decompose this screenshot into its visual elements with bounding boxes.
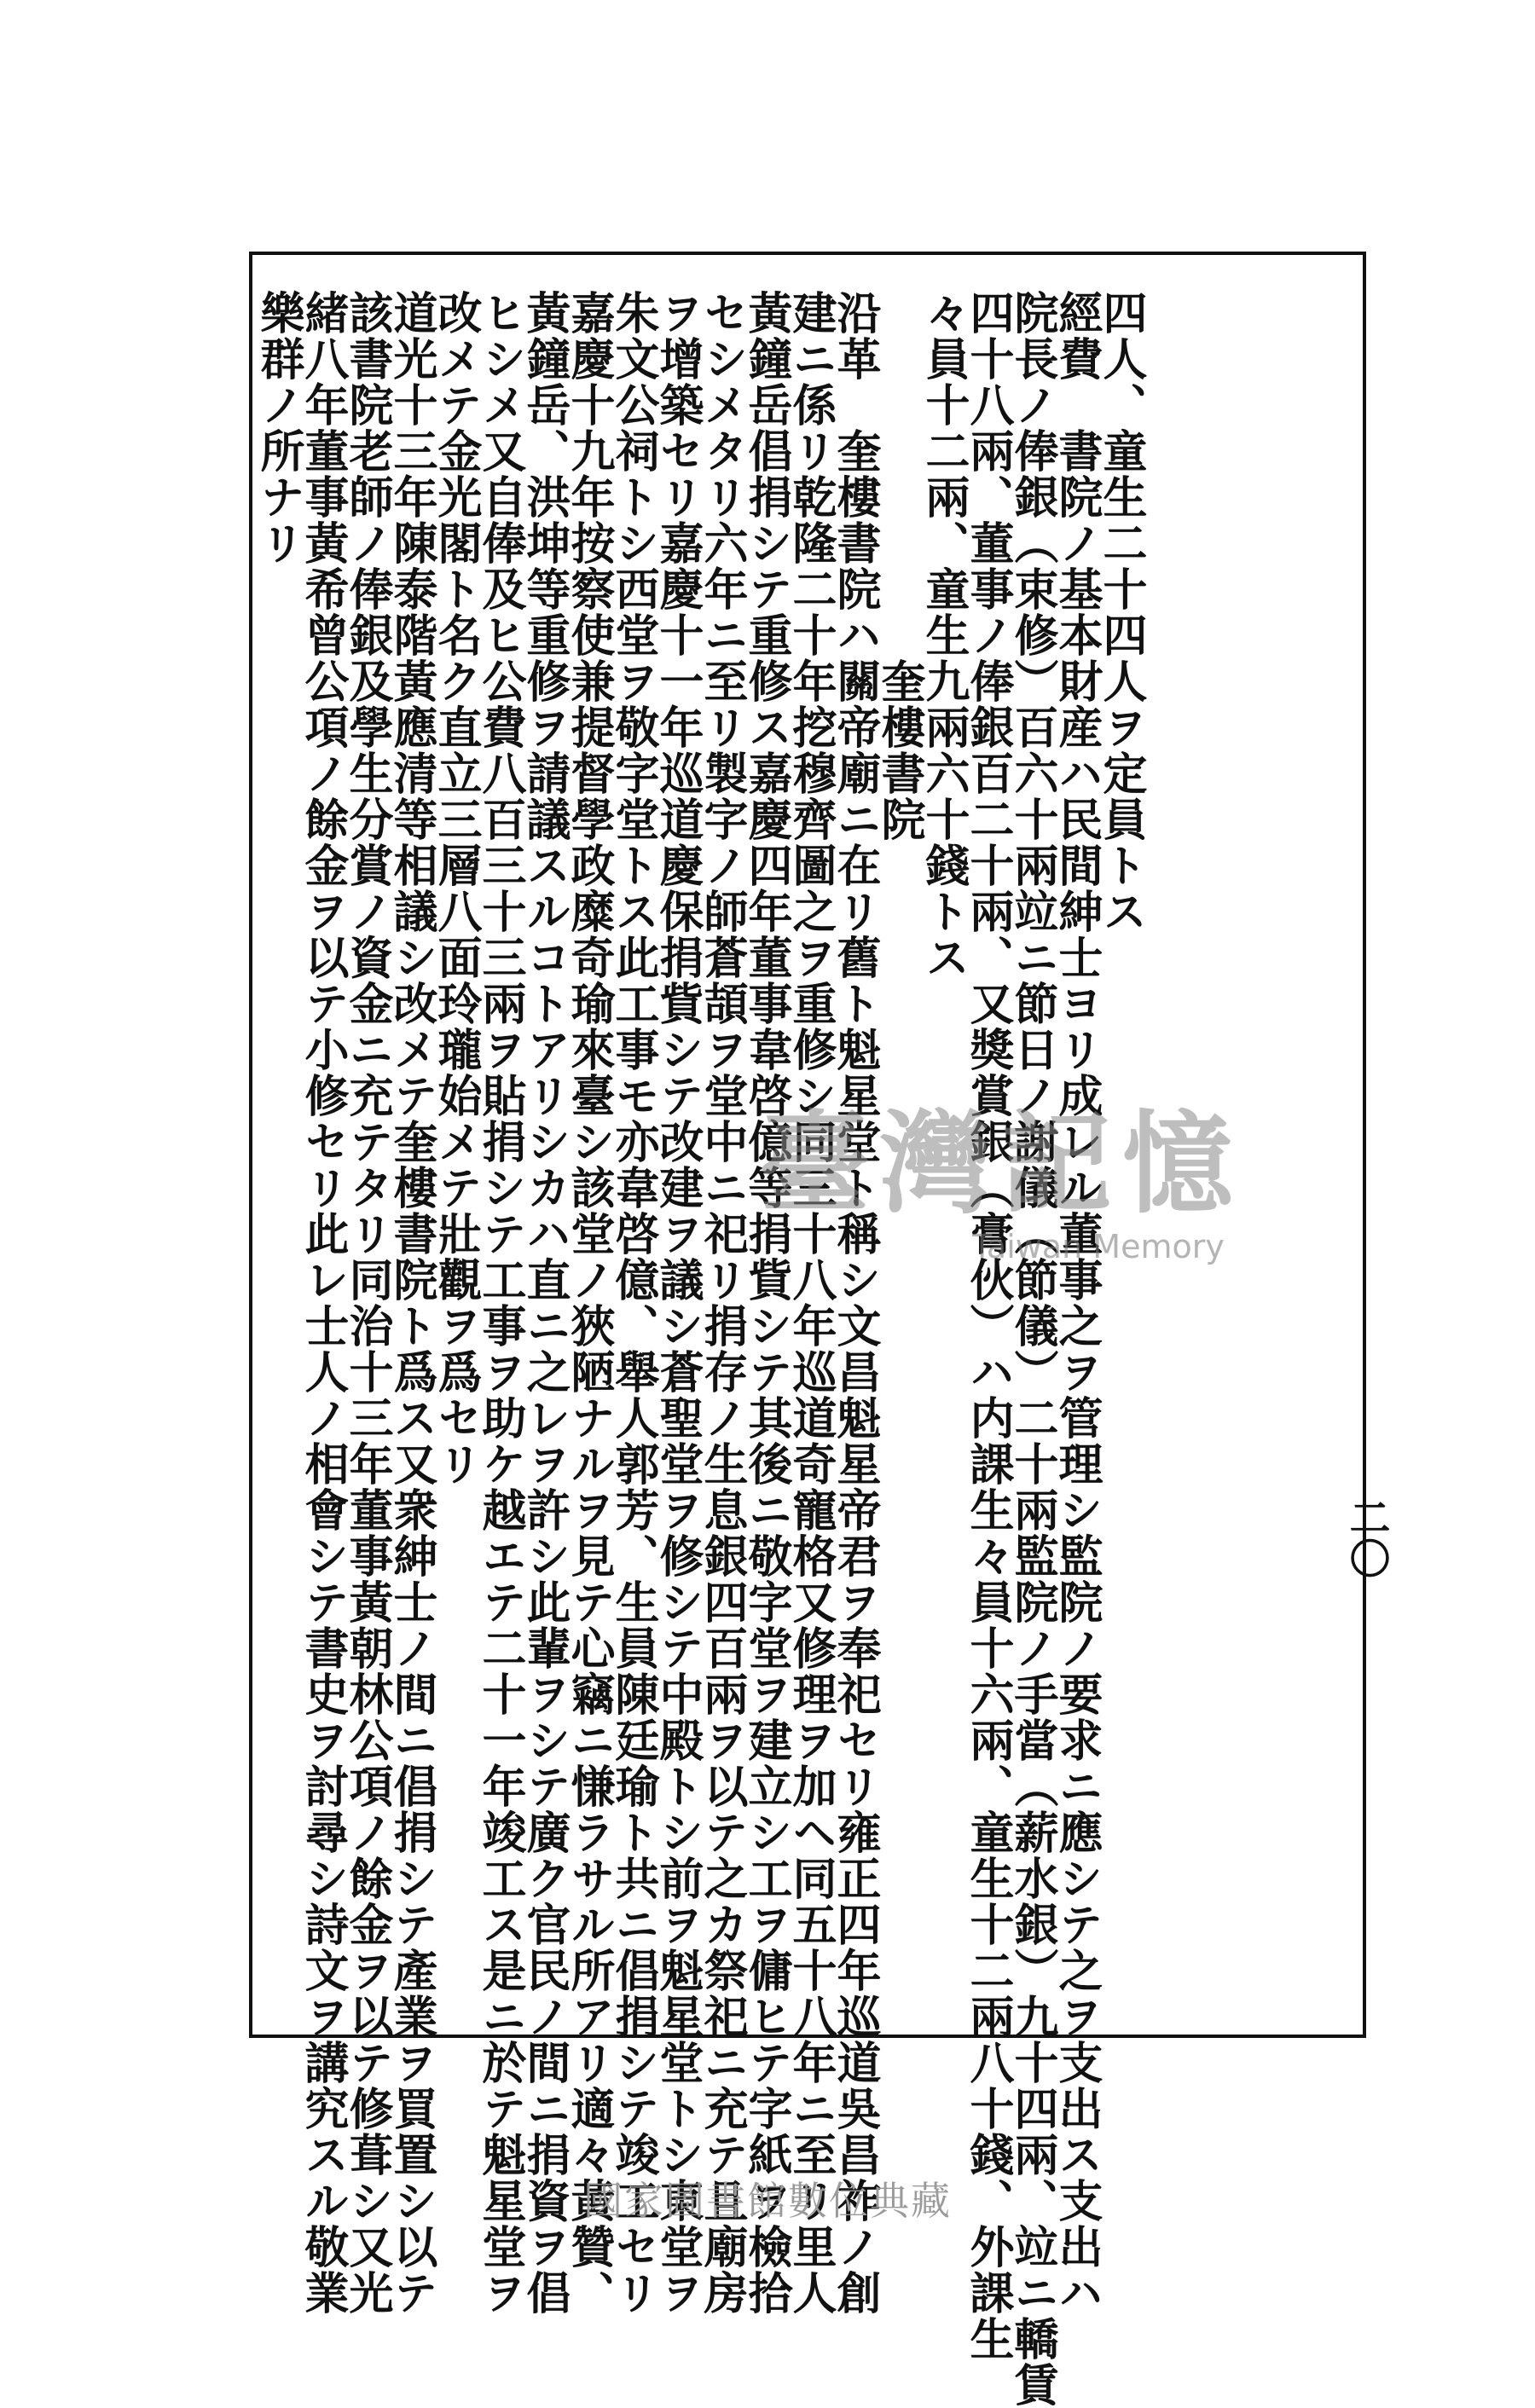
text-column: ヲ增築セリ嘉慶十一年巡道慶保捐貲シテ改建ヲ議シ蒼聖堂ヲ修シテ中殿トシ前ヲ魁星堂トシ東堂ヲ [652, 290, 704, 2316]
text-column: 沿革 奎樓書院ハ關帝廟ニ在リ舊ト魁星堂ト稱シ文昌魁星帝君ヲ奉祀セリ雍正四年巡道吳昌祚ノ創 [829, 290, 881, 2316]
text-column: 黃鐘岳、洪坤等重修ヲ請議スルコトアリシカハ直ニ之レヲ許シ此輩ヲシテ廣ク官民ノ間ニ捐資ヲ倡 [518, 290, 571, 2316]
section-heading: 奎樓書院 [873, 290, 925, 842]
text-column: 建ニ係リ乾隆二十年挖穆齊圖之ヲ重修シ同三十八年巡道奇寵格又修理ヲ加ヘ同五十八年ニ至リ里人 [785, 290, 837, 2316]
text-column: 四人、童生二十四人ヲ定員トス [1095, 290, 1147, 935]
text-column: ヒシメ又自俸及ヒ公費八百三十三兩ヲ貼捐シテ工事ヲ助ケ越エテ二十一年竣工ス是ニ於テ魁星堂ヲ [474, 290, 526, 2316]
text-column: 經費 書院ノ基本財産ハ民間紳士ヨリ成レル董事之ヲ管理シ監院ノ要求ニ應シテ之ヲ支出ス支出ハ [1051, 290, 1103, 2316]
page-number: 二〇 [1342, 1496, 1390, 1578]
text-column: 該書院老師ノ俸銀及學生分賞ノ資金ニ充テタリ同治十三年董事黃朝林公項ノ餘金ヲ以テ修葺シ又光 [341, 290, 393, 2316]
text-column: 改メテ金光閣ト名ク直立三層八面玲瓏始メテ壯觀ヲ爲セリ [430, 290, 482, 1487]
watermark-logo-text: 臺灣記憶 [759, 1098, 1244, 1229]
text-column: 朱文公祠トシ西堂ヲ敬字堂トス此工事モ亦韋啓億、舉人郭芳、生員陳廷瑜ト共ニ倡捐シテ竣工セリ [607, 290, 659, 2316]
footer-credit: 國家圖書館數位典藏 [583, 2178, 952, 2224]
text-column: 々員十二兩、童生九兩六十錢トス [918, 290, 970, 981]
text-column: セシメタリ六年ニ至リ製字ノ師蒼頡ヲ堂中ニ祀リ捐存ノ生息銀四百兩ヲ以テ之カ祭祀ニ充テ且廟房 [696, 290, 748, 2316]
watermark-subtitle: Taiwan Memory [972, 1228, 1225, 1265]
text-column: 院長ノ俸銀（束修）百六十兩竝ニ節日ノ謝儀（節儀）二十兩監院ノ手當（薪水銀）九十四兩、竝ニ轎賃 [1006, 290, 1058, 2408]
text-column: 緒八年董事黃希曾公項ノ餘金ヲ以テ小修セリ此レ士人ノ相會シテ書史ヲ討尋シ詩文ヲ講究スル敬業 [297, 290, 349, 2316]
text-column: 四十八兩、董事ノ俸銀百二十兩、又獎賞銀（膏伙）ハ内課生々員十六兩、童生十二兩八十錢、外課生 [962, 290, 1014, 2362]
text-column: 黃鐘岳倡捐シテ重修ス嘉慶四年董事韋啓億等捐貲シテ其後ニ敬字堂ヲ建立シ工ヲ傭ヒテ字紙ヲ檢拾 [740, 290, 792, 2316]
text-column: 道光十三年陳泰階黃應清等相議シ改メテ奎樓書院ト爲ス又衆紳士ノ間ニ倡捐シテ產業ヲ買置シ以テ [385, 290, 437, 2316]
text-column: 樂群ノ所ナリ [252, 290, 304, 566]
text-column: 嘉慶十九年按察使兼提督學政糜奇瑜來臺シ該堂ノ狹陋ナルヲ見テ心竊ニ慊ラサル所アリ適々黃贊、 [563, 290, 615, 2316]
